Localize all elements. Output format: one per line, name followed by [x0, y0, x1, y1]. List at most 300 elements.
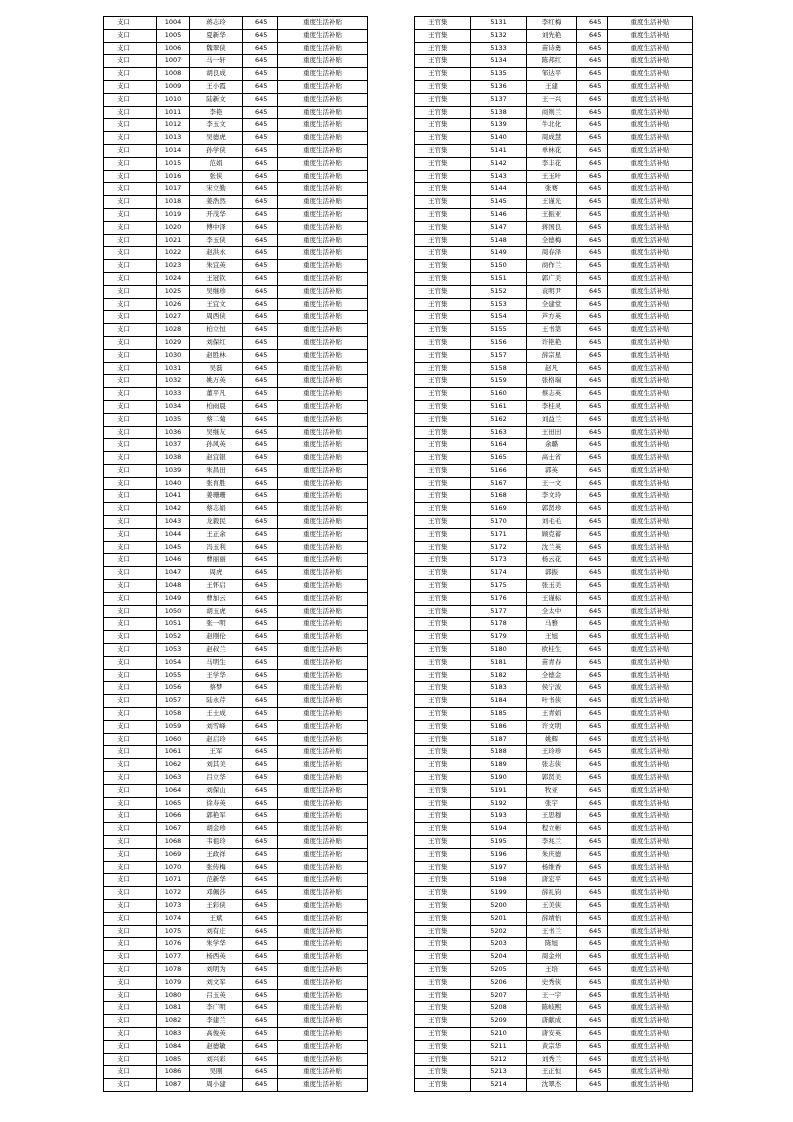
table-row: [415, 759, 693, 772]
subsidy-type-cell: 重度生活补贴: [608, 580, 693, 593]
amount-cell: 645: [243, 618, 278, 631]
amount-cell: 645: [243, 1040, 278, 1053]
table-row: [415, 1040, 693, 1053]
roster-table-right: [414, 16, 693, 1092]
region-cell: 支口: [104, 477, 157, 490]
table-row: [415, 733, 693, 746]
amount-cell: 645: [243, 541, 278, 554]
name-cell: 芦方英: [527, 311, 577, 324]
id-cell: 5191: [471, 784, 527, 797]
amount-cell: 645: [243, 55, 278, 68]
id-cell: 5205: [471, 963, 527, 976]
amount-cell: 645: [577, 260, 608, 273]
table-row: [415, 247, 693, 260]
table-row: [415, 887, 693, 900]
subsidy-type-cell: 重度生活补贴: [608, 221, 693, 234]
table-row: [104, 452, 368, 465]
name-cell: 苗诗勇: [527, 42, 577, 55]
table-row: [104, 887, 368, 900]
subsidy-type-cell: 重度生活补贴: [278, 912, 368, 925]
region-cell: 王官集: [415, 272, 471, 285]
subsidy-type-cell: 重度生活补贴: [278, 324, 368, 337]
table-row: [104, 80, 368, 93]
subsidy-type-cell: 重度生活补贴: [278, 797, 368, 810]
subsidy-type-cell: 重度生活补贴: [278, 93, 368, 106]
region-cell: 王官集: [415, 1066, 471, 1079]
region-cell: 王官集: [415, 772, 471, 785]
region-cell: 支口: [104, 260, 157, 273]
table-row: [104, 1079, 368, 1092]
name-cell: 王建: [527, 80, 577, 93]
name-cell: 赵宜银: [190, 452, 243, 465]
id-cell: 1069: [157, 848, 190, 861]
name-cell: 唐宏平: [527, 874, 577, 887]
region-cell: 支口: [104, 1015, 157, 1028]
amount-cell: 645: [577, 797, 608, 810]
name-cell: 陈邦红: [527, 55, 577, 68]
id-cell: 1085: [157, 1053, 190, 1066]
id-cell: 1036: [157, 426, 190, 439]
table-row: [415, 68, 693, 81]
amount-cell: 645: [243, 247, 278, 260]
table-row: [415, 823, 693, 836]
region-cell: 王官集: [415, 196, 471, 209]
subsidy-type-cell: 重度生活补贴: [278, 144, 368, 157]
amount-cell: 645: [577, 336, 608, 349]
subsidy-type-cell: 重度生活补贴: [608, 618, 693, 631]
id-cell: 1086: [157, 1066, 190, 1079]
subsidy-type-cell: 重度生活补贴: [608, 119, 693, 132]
subsidy-type-cell: 重度生活补贴: [608, 669, 693, 682]
amount-cell: 645: [243, 1027, 278, 1040]
region-cell: 王官集: [415, 605, 471, 618]
table-row: [415, 55, 693, 68]
table-row: [104, 413, 368, 426]
id-cell: 5210: [471, 1027, 527, 1040]
id-cell: 1031: [157, 362, 190, 375]
name-cell: 曹加云: [190, 592, 243, 605]
name-cell: 全德金: [527, 669, 577, 682]
table-row: [104, 1015, 368, 1028]
subsidy-type-cell: 重度生活补贴: [608, 733, 693, 746]
amount-cell: 645: [243, 682, 278, 695]
subsidy-type-cell: 重度生活补贴: [608, 912, 693, 925]
id-cell: 5209: [471, 1015, 527, 1028]
subsidy-type-cell: 重度生活补贴: [278, 720, 368, 733]
region-cell: 王官集: [415, 887, 471, 900]
id-cell: 5213: [471, 1066, 527, 1079]
subsidy-type-cell: 重度生活补贴: [278, 196, 368, 209]
subsidy-type-cell: 重度生活补贴: [278, 132, 368, 145]
amount-cell: 645: [577, 644, 608, 657]
name-cell: 王玲珍: [527, 746, 577, 759]
table-row: [415, 324, 693, 337]
name-cell: 王书第: [527, 324, 577, 337]
subsidy-type-cell: 重度生活补贴: [278, 963, 368, 976]
table-row: [415, 1002, 693, 1015]
table-row: [415, 285, 693, 298]
name-cell: 王培: [527, 963, 577, 976]
region-cell: 王官集: [415, 848, 471, 861]
name-cell: 王学华: [190, 669, 243, 682]
subsidy-type-cell: 重度生活补贴: [608, 989, 693, 1002]
amount-cell: 645: [243, 746, 278, 759]
id-cell: 1080: [157, 989, 190, 1002]
amount-cell: 645: [577, 298, 608, 311]
table-row: [104, 912, 368, 925]
table-row: [415, 963, 693, 976]
subsidy-type-cell: 重度生活补贴: [608, 567, 693, 580]
subsidy-type-cell: 重度生活补贴: [278, 221, 368, 234]
region-cell: 支口: [104, 413, 157, 426]
region-cell: 支口: [104, 695, 157, 708]
amount-cell: 645: [577, 400, 608, 413]
id-cell: 5165: [471, 452, 527, 465]
id-cell: 1009: [157, 80, 190, 93]
name-cell: 赵叔兰: [190, 644, 243, 657]
table-row: [104, 349, 368, 362]
table-row: [415, 874, 693, 887]
amount-cell: 645: [243, 848, 278, 861]
region-cell: 王官集: [415, 976, 471, 989]
id-cell: 1050: [157, 605, 190, 618]
id-cell: 1029: [157, 336, 190, 349]
region-cell: 支口: [104, 362, 157, 375]
table-row: [415, 912, 693, 925]
amount-cell: 645: [243, 823, 278, 836]
amount-cell: 645: [243, 887, 278, 900]
table-row: [415, 784, 693, 797]
name-cell: 曹丽丽: [190, 554, 243, 567]
id-cell: 1027: [157, 311, 190, 324]
amount-cell: 645: [577, 989, 608, 1002]
subsidy-type-cell: 重度生活补贴: [278, 247, 368, 260]
name-cell: 王谨标: [527, 592, 577, 605]
id-cell: 5182: [471, 669, 527, 682]
table-row: [415, 989, 693, 1002]
name-cell: 苗青春: [527, 656, 577, 669]
name-cell: 周春泽: [527, 247, 577, 260]
id-cell: 5187: [471, 733, 527, 746]
table-row: [415, 1015, 693, 1028]
region-cell: 王官集: [415, 644, 471, 657]
region-cell: 支口: [104, 285, 157, 298]
name-cell: 李丰花: [527, 157, 577, 170]
subsidy-type-cell: 重度生活补贴: [608, 963, 693, 976]
subsidy-type-cell: 重度生活补贴: [278, 746, 368, 759]
region-cell: 支口: [104, 221, 157, 234]
table-row: [415, 375, 693, 388]
table-row: [104, 1027, 368, 1040]
table-row: [104, 93, 368, 106]
id-cell: 5188: [471, 746, 527, 759]
name-cell: 李兆兰: [527, 836, 577, 849]
id-cell: 5172: [471, 541, 527, 554]
name-cell: 王正恒: [527, 1066, 577, 1079]
region-cell: 王官集: [415, 221, 471, 234]
name-cell: 傅中泽: [190, 221, 243, 234]
table-row: [104, 720, 368, 733]
name-cell: 王玉叶: [527, 170, 577, 183]
id-cell: 5190: [471, 772, 527, 785]
name-cell: 杨云花: [527, 554, 577, 567]
region-cell: 支口: [104, 68, 157, 81]
id-cell: 5171: [471, 528, 527, 541]
table-row: [415, 669, 693, 682]
region-cell: 王官集: [415, 260, 471, 273]
region-cell: 王官集: [415, 528, 471, 541]
table-row: [415, 170, 693, 183]
region-cell: 支口: [104, 951, 157, 964]
subsidy-type-cell: 重度生活补贴: [608, 631, 693, 644]
table-row: [415, 490, 693, 503]
amount-cell: 645: [243, 490, 278, 503]
region-cell: 王官集: [415, 823, 471, 836]
region-cell: 王官集: [415, 554, 471, 567]
name-cell: 郭艳军: [190, 810, 243, 823]
id-cell: 1075: [157, 925, 190, 938]
subsidy-type-cell: 重度生活补贴: [608, 656, 693, 669]
region-cell: 支口: [104, 93, 157, 106]
amount-cell: 645: [577, 55, 608, 68]
amount-cell: 645: [243, 29, 278, 42]
table-row: [104, 272, 368, 285]
region-cell: 支口: [104, 797, 157, 810]
region-cell: 王官集: [415, 708, 471, 721]
subsidy-type-cell: 重度生活补贴: [608, 400, 693, 413]
subsidy-type-cell: 重度生活补贴: [608, 541, 693, 554]
id-cell: 1024: [157, 272, 190, 285]
region-cell: 王官集: [415, 1002, 471, 1015]
region-cell: 王官集: [415, 899, 471, 912]
subsidy-type-cell: 重度生活补贴: [608, 720, 693, 733]
table-row: [415, 452, 693, 465]
name-cell: 马一轩: [190, 55, 243, 68]
name-cell: 杨西英: [190, 951, 243, 964]
subsidy-type-cell: 重度生活补贴: [278, 631, 368, 644]
name-cell: 刘秀兰: [527, 1053, 577, 1066]
region-cell: 支口: [104, 452, 157, 465]
amount-cell: 645: [243, 899, 278, 912]
table-row: [415, 554, 693, 567]
amount-cell: 645: [577, 170, 608, 183]
name-cell: 蔡志英: [527, 388, 577, 401]
table-row: [104, 938, 368, 951]
region-cell: 支口: [104, 55, 157, 68]
id-cell: 1042: [157, 503, 190, 516]
region-cell: 王官集: [415, 1079, 471, 1092]
amount-cell: 645: [577, 695, 608, 708]
subsidy-type-cell: 重度生活补贴: [608, 196, 693, 209]
name-cell: 郭广美: [527, 272, 577, 285]
id-cell: 5132: [471, 29, 527, 42]
name-cell: 刘益兰: [527, 413, 577, 426]
subsidy-type-cell: 重度生活补贴: [278, 887, 368, 900]
table-row: [104, 848, 368, 861]
table-row: [104, 631, 368, 644]
id-cell: 5185: [471, 708, 527, 721]
amount-cell: 645: [577, 1027, 608, 1040]
table-row: [415, 196, 693, 209]
region-cell: 支口: [104, 899, 157, 912]
table-row: [415, 746, 693, 759]
id-cell: 5145: [471, 196, 527, 209]
table-row: [415, 631, 693, 644]
id-cell: 5137: [471, 93, 527, 106]
amount-cell: 645: [243, 963, 278, 976]
amount-cell: 645: [577, 464, 608, 477]
name-cell: 吴德虎: [190, 132, 243, 145]
subsidy-type-cell: 重度生活补贴: [278, 452, 368, 465]
subsidy-type-cell: 重度生活补贴: [278, 810, 368, 823]
amount-cell: 645: [243, 797, 278, 810]
id-cell: 5176: [471, 592, 527, 605]
id-cell: 5142: [471, 157, 527, 170]
region-cell: 王官集: [415, 951, 471, 964]
id-cell: 1018: [157, 196, 190, 209]
name-cell: 蔡志娟: [190, 503, 243, 516]
amount-cell: 645: [243, 554, 278, 567]
subsidy-type-cell: 重度生活补贴: [608, 388, 693, 401]
amount-cell: 645: [243, 733, 278, 746]
table-row: [415, 503, 693, 516]
region-cell: 支口: [104, 682, 157, 695]
table-row: [104, 208, 368, 221]
name-cell: 赵刚伦: [190, 631, 243, 644]
subsidy-type-cell: 重度生活补贴: [278, 861, 368, 874]
name-cell: 王美侠: [527, 899, 577, 912]
region-cell: 王官集: [415, 1015, 471, 1028]
amount-cell: 645: [577, 477, 608, 490]
table-row: [104, 925, 368, 938]
subsidy-type-cell: 重度生活补贴: [278, 119, 368, 132]
amount-cell: 645: [243, 644, 278, 657]
subsidy-type-cell: 重度生活补贴: [278, 1066, 368, 1079]
name-cell: 徐寿英: [190, 797, 243, 810]
region-cell: 支口: [104, 516, 157, 529]
id-cell: 1022: [157, 247, 190, 260]
subsidy-type-cell: 重度生活补贴: [608, 247, 693, 260]
name-cell: 王宜文: [190, 298, 243, 311]
region-cell: 支口: [104, 42, 157, 55]
subsidy-type-cell: 重度生活补贴: [608, 157, 693, 170]
subsidy-type-cell: 重度生活补贴: [608, 375, 693, 388]
table-row: [104, 810, 368, 823]
subsidy-type-cell: 重度生活补贴: [278, 55, 368, 68]
table-body: [415, 17, 693, 1092]
name-cell: 张育胜: [190, 477, 243, 490]
region-cell: 支口: [104, 592, 157, 605]
amount-cell: 645: [243, 170, 278, 183]
subsidy-type-cell: 重度生活补贴: [608, 298, 693, 311]
id-cell: 5179: [471, 631, 527, 644]
table-row: [104, 490, 368, 503]
region-cell: 支口: [104, 170, 157, 183]
amount-cell: 645: [243, 1066, 278, 1079]
name-cell: 王青娟: [527, 708, 577, 721]
amount-cell: 645: [243, 938, 278, 951]
region-cell: 王官集: [415, 208, 471, 221]
name-cell: 刘兴彩: [190, 1053, 243, 1066]
amount-cell: 645: [577, 772, 608, 785]
amount-cell: 645: [243, 388, 278, 401]
name-cell: 吕立华: [190, 772, 243, 785]
name-cell: 张宇: [527, 797, 577, 810]
subsidy-type-cell: 重度生活补贴: [608, 938, 693, 951]
amount-cell: 645: [243, 362, 278, 375]
amount-cell: 645: [577, 912, 608, 925]
region-cell: 支口: [104, 298, 157, 311]
region-cell: 王官集: [415, 989, 471, 1002]
table-row: [104, 708, 368, 721]
id-cell: 1037: [157, 439, 190, 452]
amount-cell: 645: [577, 1015, 608, 1028]
name-cell: 程立彬: [527, 823, 577, 836]
table-row: [415, 221, 693, 234]
name-cell: 姜浩然: [190, 196, 243, 209]
table-row: [104, 55, 368, 68]
name-cell: 沈翠杰: [527, 1079, 577, 1092]
table-row: [104, 797, 368, 810]
subsidy-type-cell: 重度生活补贴: [278, 592, 368, 605]
table-row: [415, 541, 693, 554]
table-row: [415, 132, 693, 145]
amount-cell: 645: [577, 580, 608, 593]
amount-cell: 645: [577, 925, 608, 938]
id-cell: 5150: [471, 260, 527, 273]
id-cell: 1058: [157, 708, 190, 721]
id-cell: 5158: [471, 362, 527, 375]
id-cell: 5135: [471, 68, 527, 81]
name-cell: 蔡二菊: [190, 413, 243, 426]
amount-cell: 645: [243, 400, 278, 413]
region-cell: 王官集: [415, 516, 471, 529]
subsidy-type-cell: 重度生活补贴: [608, 797, 693, 810]
table-row: [415, 1066, 693, 1079]
id-cell: 1017: [157, 183, 190, 196]
name-cell: 邓佩莎: [190, 887, 243, 900]
subsidy-type-cell: 重度生活补贴: [278, 1015, 368, 1028]
subsidy-type-cell: 重度生活补贴: [278, 1079, 368, 1092]
subsidy-type-cell: 重度生活补贴: [278, 695, 368, 708]
subsidy-type-cell: 重度生活补贴: [608, 349, 693, 362]
name-cell: 陈旭: [527, 938, 577, 951]
region-cell: 王官集: [415, 912, 471, 925]
subsidy-type-cell: 重度生活补贴: [278, 976, 368, 989]
region-cell: 支口: [104, 247, 157, 260]
table-row: [104, 682, 368, 695]
id-cell: 5155: [471, 324, 527, 337]
name-cell: 宋立勤: [190, 183, 243, 196]
region-cell: 支口: [104, 157, 157, 170]
subsidy-type-cell: 重度生活补贴: [608, 861, 693, 874]
id-cell: 1062: [157, 759, 190, 772]
region-cell: 王官集: [415, 477, 471, 490]
subsidy-type-cell: 重度生活补贴: [608, 759, 693, 772]
table-row: [415, 682, 693, 695]
subsidy-type-cell: 重度生活补贴: [278, 388, 368, 401]
subsidy-type-cell: 重度生活补贴: [278, 17, 368, 30]
name-cell: 范新华: [190, 874, 243, 887]
name-cell: 张侠: [190, 170, 243, 183]
amount-cell: 645: [243, 925, 278, 938]
name-cell: 刘有庄: [190, 925, 243, 938]
id-cell: 1061: [157, 746, 190, 759]
subsidy-type-cell: 重度生活补贴: [608, 1027, 693, 1040]
subsidy-type-cell: 重度生活补贴: [278, 234, 368, 247]
amount-cell: 645: [243, 452, 278, 465]
id-cell: 1008: [157, 68, 190, 81]
